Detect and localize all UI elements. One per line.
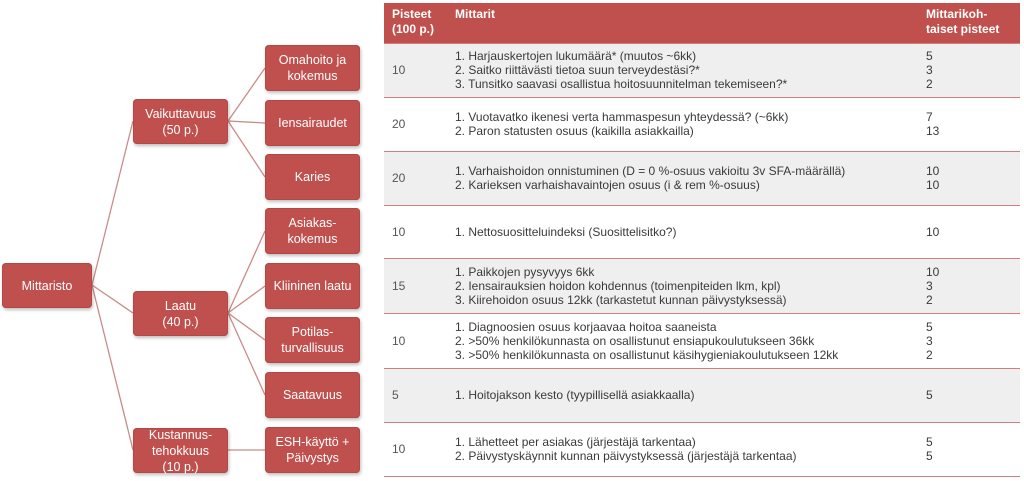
connector-root-kustannus <box>92 285 133 450</box>
metric-line: 2. Karieksen varhaishavaintojen osuus (i & rem %-osuus) <box>455 178 760 192</box>
row-points: 15 <box>384 258 447 313</box>
row-metrics <box>447 313 918 368</box>
row-metrics <box>447 368 918 422</box>
score-value: 2 <box>926 347 933 362</box>
metrics-table <box>384 3 1020 477</box>
sub-box-asiakaskokemus: Asiakas- kokemus <box>265 208 360 254</box>
row-scores <box>918 368 1020 422</box>
score-value: 2 <box>926 77 933 91</box>
score-value: 3 <box>926 278 933 293</box>
metric-line: 2. Iensairauksien hoidon kohdennus (toimenpiteiden lkm, kpl) <box>455 278 781 293</box>
row-scores <box>918 258 1020 313</box>
sub-box-kliininen-laatu: Kliininen laatu <box>265 263 360 309</box>
row-points: 5 <box>384 368 447 422</box>
connector-root-vaikuttavuus <box>92 121 133 285</box>
row-metrics <box>447 43 918 97</box>
sub-box-saatavuus: Saatavuus <box>265 372 360 418</box>
connector-vaik-karies <box>228 121 265 177</box>
metric-line: 1. Hoitojakson kesto (tyypillisellä asiakkaalla) <box>455 388 695 402</box>
row-scores <box>918 313 1020 368</box>
table-row <box>384 422 1020 476</box>
metric-line: 3. Tunsitko saavasi osallistua hoitosuunnitelman tekemiseen?* <box>455 77 788 91</box>
table-row <box>384 43 1020 97</box>
row-metrics <box>447 258 918 313</box>
metric-line: 1. Vuotavatko ikenesi verta hammaspesun yhteydessä? (~6kk) <box>455 110 789 124</box>
root-box-mittaristo: Mittaristo <box>2 263 92 308</box>
table-row <box>384 97 1020 151</box>
metric-line: 2. >50% henkilökunnasta on osallistunut ensiapukoulutukseen 36kk <box>455 333 815 348</box>
table-header-row <box>384 3 1020 43</box>
connector-laatu-saatavuus <box>228 313 265 395</box>
category-box-laatu: Laatu (40 p.) <box>133 291 228 336</box>
sub-box-potilasturvallisuus: Potilas- turvallisuus <box>265 317 360 363</box>
header-mittarikohtaiset-pisteet: Mittarikoh- taiset pisteet <box>918 3 1020 43</box>
row-metrics <box>447 205 918 258</box>
metric-line: 1. Diagnoosien osuus korjaavaa hoitoa saaneista <box>455 319 717 334</box>
metric-line: 2. Saitko riittävästi tietoa suun terveydestäsi?* <box>455 63 700 77</box>
row-points: 20 <box>384 151 447 205</box>
score-value: 10 <box>926 224 940 239</box>
score-value: 10 <box>926 164 940 178</box>
table-row <box>384 313 1020 368</box>
row-points: 10 <box>384 43 447 97</box>
score-value: 5 <box>926 435 933 449</box>
metric-line: 1. Lähetteet per asiakas (järjestäjä tarkentaa) <box>455 435 696 449</box>
row-scores <box>918 205 1020 258</box>
connector-vaik-omahoito <box>228 68 265 121</box>
table-row <box>384 258 1020 313</box>
metric-line: 2. Päivystyskäynnit kunnan päivystyksessä (järjestäjä tarkentaa) <box>455 449 797 463</box>
row-metrics <box>447 97 918 151</box>
metric-line: 3. >50% henkilökunnasta on osallistunut käsihygieniakoulutukseen 12kk <box>455 347 839 362</box>
category-box-vaikuttavuus: Vaikuttavuus (50 p.) <box>133 99 228 144</box>
header-pisteet: Pisteet (100 p.) <box>384 3 447 43</box>
row-scores <box>918 151 1020 205</box>
score-value: 13 <box>926 124 940 138</box>
metric-line: 1. Nettosuositteluindeksi (Suosittelisitko?) <box>455 224 677 239</box>
score-value: 2 <box>926 292 933 307</box>
sub-box-omahoito: Omahoito ja kokemus <box>265 45 360 91</box>
row-metrics <box>447 422 918 476</box>
metric-line: 1. Harjauskertojen lukumäärä* (muutos ~6kk) <box>455 49 697 63</box>
sub-box-esh-kaytto: ESH-käyttö + Päivystys <box>265 427 360 473</box>
row-scores <box>918 43 1020 97</box>
metric-line: 3. Kiirehoidon osuus 12kk (tarkastetut kunnan päivystyksessä) <box>455 292 787 307</box>
connector-vaik-iensairaudet <box>228 121 265 123</box>
score-value: 5 <box>926 49 933 63</box>
score-value: 5 <box>926 449 933 463</box>
score-value: 3 <box>926 333 933 348</box>
connector-laatu-asiakas <box>228 231 265 313</box>
table-row <box>384 151 1020 205</box>
score-value: 5 <box>926 388 933 402</box>
table-row <box>384 368 1020 422</box>
row-points: 10 <box>384 422 447 476</box>
metric-line: 1. Paikkojen pysyvyys 6kk <box>455 264 595 279</box>
score-value: 10 <box>926 178 940 192</box>
score-value: 7 <box>926 110 933 124</box>
row-scores <box>918 97 1020 151</box>
score-value: 5 <box>926 319 933 334</box>
row-points: 10 <box>384 313 447 368</box>
table-body <box>384 43 1020 476</box>
sub-box-karies: Karies <box>265 154 360 200</box>
table-row <box>384 205 1020 258</box>
row-scores <box>918 422 1020 476</box>
row-points: 20 <box>384 97 447 151</box>
category-box-kustannustehokkuus: Kustannus- tehokkuus (10 p.) <box>133 428 228 473</box>
score-value: 3 <box>926 63 933 77</box>
row-points: 10 <box>384 205 447 258</box>
metric-line: 1. Varhaishoidon onnistuminen (D = 0 %-osuus vakioitu 3v SFA-määrällä) <box>455 164 846 178</box>
sub-box-iensairaudet: Iensairaudet <box>265 100 360 146</box>
metric-line: 2. Paron statusten osuus (kaikilla asiakkailla) <box>455 124 694 138</box>
row-metrics <box>447 151 918 205</box>
score-value: 10 <box>926 264 940 279</box>
header-mittarit: Mittarit <box>447 3 918 43</box>
